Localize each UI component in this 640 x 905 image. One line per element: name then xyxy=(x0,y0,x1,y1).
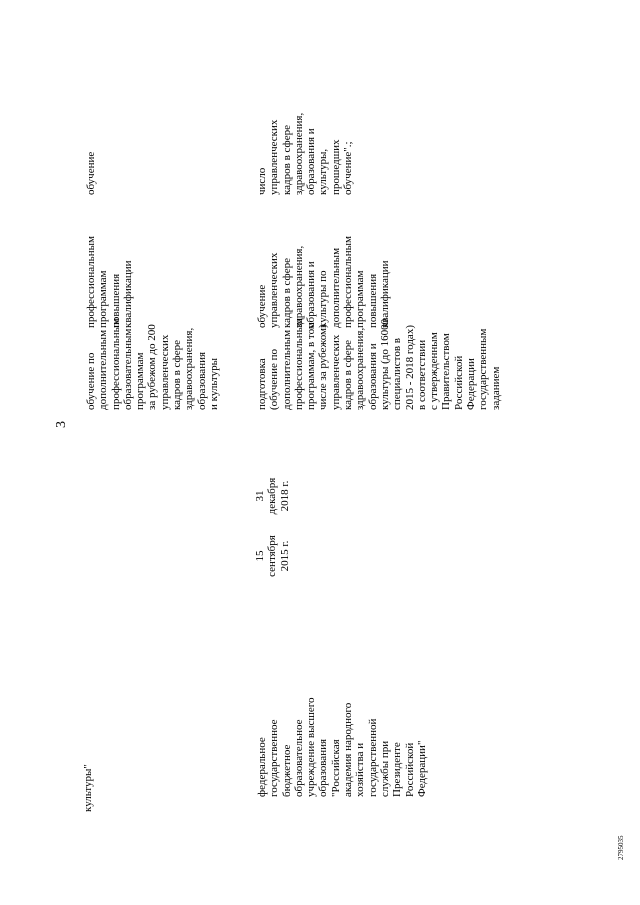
row2-start-date-cell xyxy=(254,526,291,586)
text-line: управленческих xyxy=(268,119,281,195)
text-line: программам xyxy=(134,352,147,410)
text-line: и культуры xyxy=(207,358,220,410)
text-line: академия народного xyxy=(342,702,355,797)
text-line: здравоохранения, xyxy=(292,112,305,195)
text-line: повышения xyxy=(109,273,122,328)
text-line: образования и xyxy=(305,261,318,328)
text-line: прошедших xyxy=(329,139,342,195)
text-line: обучение xyxy=(256,284,268,328)
text-line: квалификации xyxy=(378,260,391,328)
text-line: за рубежом до 200 xyxy=(146,324,159,410)
text-line: кадров в сфере xyxy=(342,340,355,410)
text-line: 2015 г. xyxy=(278,540,291,572)
text-line: Федерации" xyxy=(415,740,428,797)
text-line: в соответствии xyxy=(415,339,428,410)
text-line: 31 xyxy=(254,490,266,502)
text-line: программам xyxy=(354,270,367,328)
text-line: Российской xyxy=(452,355,465,410)
text-line: управленческих xyxy=(329,334,342,410)
text-line: Федерации xyxy=(465,358,478,410)
text-line: кадров в сфере xyxy=(171,340,184,410)
text-line: учреждение высшего xyxy=(305,697,318,797)
text-line: профессиональным xyxy=(342,236,355,328)
text-line: дополнительным xyxy=(97,329,110,410)
text-line: хозяйства и xyxy=(354,742,367,797)
text-line: обучение по xyxy=(85,352,97,410)
text-line: дополнительным xyxy=(280,329,293,410)
row2-end-date-cell xyxy=(254,466,291,526)
text-line: число xyxy=(256,167,268,195)
text-line: культуры, xyxy=(317,148,330,195)
text-line: государственное xyxy=(268,719,281,797)
text-line: кадров в сфере xyxy=(280,258,293,328)
text-line: специалистов в xyxy=(391,338,404,410)
text-line: образования xyxy=(317,738,330,797)
text-line: Президенте xyxy=(391,742,404,797)
text-line: дополнительным xyxy=(329,247,342,328)
text-line: 2018 г. xyxy=(278,480,291,512)
row1-program-cell xyxy=(85,318,220,410)
text-line: образования и xyxy=(305,128,318,195)
row1-unit-cell xyxy=(85,152,97,195)
text-line: образования и xyxy=(366,343,379,410)
text-line: программам, в том xyxy=(305,322,318,410)
text-line: декабря xyxy=(266,477,279,515)
text-line: государственной xyxy=(366,718,379,797)
text-line: кадров в сфере xyxy=(280,125,293,195)
row2-organization-cell xyxy=(256,698,428,797)
text-line: федеральное xyxy=(256,737,268,797)
text-line: 15 xyxy=(254,550,266,562)
text-line: 2015 - 2018 годах) xyxy=(403,325,416,410)
row1-indicator-cell xyxy=(85,236,134,328)
text-line: обучение".; xyxy=(342,141,355,195)
text-line: управленческих xyxy=(268,252,281,328)
text-line: здравоохранения, xyxy=(183,327,196,410)
text-line: квалификации xyxy=(121,260,134,328)
text-line: управленческих xyxy=(158,334,171,410)
text-line: культуры по xyxy=(317,270,330,328)
row2-indicator-cell xyxy=(256,236,391,328)
text-line: "Российская xyxy=(329,739,342,797)
text-line: профессиональным xyxy=(109,318,122,410)
row2-unit-cell xyxy=(256,113,354,195)
text-line: государственным xyxy=(477,328,490,410)
text-line: Российской xyxy=(403,742,416,797)
text-line: с утвержденным xyxy=(428,332,441,410)
text-line: сентября xyxy=(266,535,279,577)
text-line: подготовка xyxy=(256,358,268,410)
row2-program-cell xyxy=(256,318,502,410)
continuation-text xyxy=(82,764,94,812)
text-line: программам xyxy=(97,270,110,328)
text-line: образовательное xyxy=(292,719,305,797)
text-line: обучение xyxy=(85,151,97,195)
text-line: Правительством xyxy=(440,333,453,410)
text-line: (обучение по xyxy=(268,348,281,410)
text-line: бюджетное xyxy=(280,744,293,797)
text-line: образования xyxy=(195,351,208,410)
text-line: профессиональным xyxy=(292,318,305,410)
text-line: профессиональным xyxy=(85,236,97,328)
text-line: повышения xyxy=(366,273,379,328)
text-line: числе за рубежом) xyxy=(317,324,330,410)
text-line: культуры (до 16000 xyxy=(378,318,391,410)
text-line: заданием xyxy=(489,366,502,410)
text-line: образовательным xyxy=(121,328,134,410)
text-line: здравоохранения, xyxy=(354,327,367,410)
text-line: культуры" xyxy=(82,764,94,812)
page-number: 3 xyxy=(54,421,69,428)
text-line: службы при xyxy=(378,740,391,797)
document-id: 2795035 xyxy=(617,835,625,860)
text-line: здравоохранения, xyxy=(292,245,305,328)
